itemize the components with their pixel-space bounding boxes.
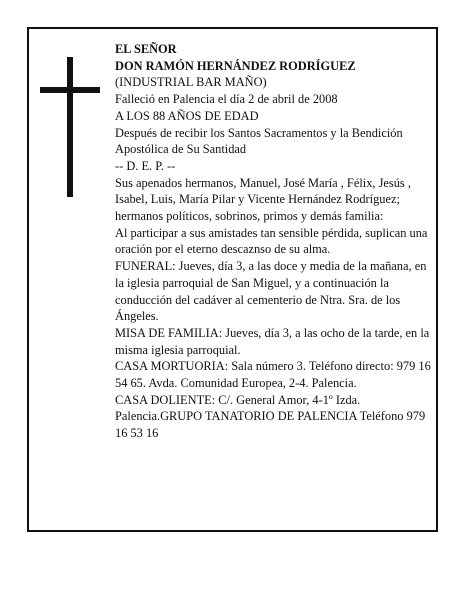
title-line-2: DON RAMÓN HERNÁNDEZ RODRÍGUEZ	[115, 58, 356, 73]
subtitle: (INDUSTRIAL BAR MAÑO)	[115, 75, 267, 90]
cross-vertical-bar	[67, 57, 73, 197]
funeral-paragraph: FUNERAL: Jueves, día 3, a las doce y media de la mañana, en la iglesia parroquial de San Miguel, y a continuación la conducción del cadáver al cementerio de Ntra. Sra. de los Ángeles.	[115, 259, 427, 324]
death-line: Falleció en Palencia el día 2 de abril de 2008	[115, 92, 338, 107]
family-paragraph: Sus apenados hermanos, Manuel, José María , Félix, Jesús , Isabel, Luis, María Pilar y Vicente Hernández Rodríguez; hermanos políticos, sobrinos, primos y demás familia:	[115, 175, 411, 224]
cross-icon	[40, 57, 100, 197]
mortuary-paragraph: CASA MORTUORIA: Sala número 3. Teléfono directo: 979 16 54 65. Avda. Comunidad Europea, 2-4. Palencia.	[115, 359, 431, 391]
mourning-house-paragraph: CASA DOLIENTE: C/. General Amor, 4-1º Izda. Palencia.GRUPO TANATORIO DE PALENCIA Teléfono 979 16 53 16	[115, 392, 426, 441]
dep-line: -- D. E. P. --	[115, 158, 176, 173]
request-paragraph: Al participar a sus amistades tan sensible pérdida, suplican una oración por el eterno descaznso de su alma.	[115, 225, 428, 257]
family-mass-paragraph: MISA DE FAMILIA: Jueves, día 3, a las ocho de la tarde, en la misma iglesia parroquial.	[115, 325, 430, 357]
title-line-1: EL SEÑOR	[115, 42, 177, 56]
obituary-notice	[27, 27, 438, 532]
age-line: A LOS 88 AÑOS DE EDAD	[115, 108, 259, 123]
sacraments-paragraph: Después de recibir los Santos Sacramentos y la Bendición Apostólica de Su Santidad	[115, 125, 403, 157]
notice-body	[115, 41, 431, 442]
cross-horizontal-bar	[40, 87, 100, 93]
